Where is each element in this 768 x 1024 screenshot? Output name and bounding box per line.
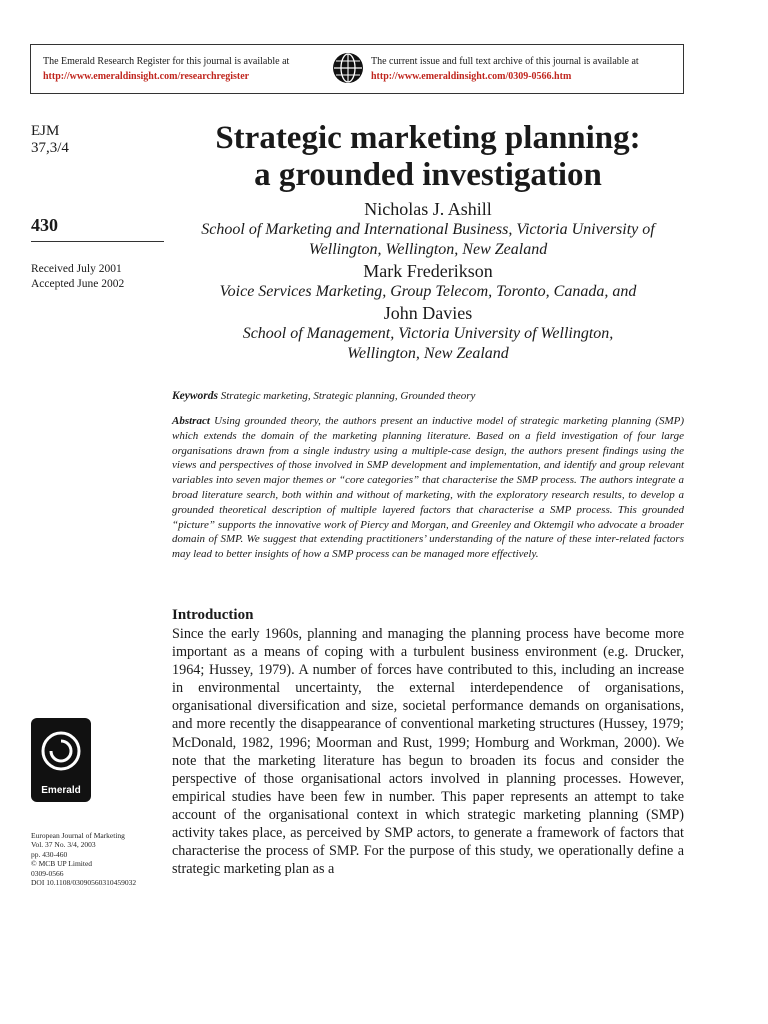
received-date: Received July 2001 xyxy=(31,263,122,275)
accepted-date: Accepted June 2002 xyxy=(31,278,125,290)
journal-abbr: EJM xyxy=(31,123,60,139)
register-text: The Emerald Research Register for this journal is available at xyxy=(43,56,290,67)
archive-text: The current issue and full text archive of this journal is available at xyxy=(371,56,639,67)
affiliation: Voice Services Marketing, Group Telecom, Toronto, Canada, and xyxy=(219,283,637,300)
dates xyxy=(31,262,124,292)
page-number: 430 xyxy=(31,215,58,235)
keywords-text: Strategic marketing, Strategic planning, Grounded theory xyxy=(220,390,476,402)
article-title xyxy=(168,120,688,194)
journal-info-line: European Journal of Marketing xyxy=(31,831,125,840)
keywords xyxy=(172,390,684,402)
abstract xyxy=(172,414,684,562)
globe-icon xyxy=(332,52,364,84)
affiliation: School of Marketing and International Business, Victoria University of xyxy=(201,221,655,238)
register-link[interactable]: http://www.emeraldinsight.com/researchregister xyxy=(43,71,250,82)
journal-info-line: DOI 10.1108/03090560310459032 xyxy=(31,878,137,888)
section-heading: Introduction xyxy=(172,607,254,623)
author-block xyxy=(168,198,688,364)
author-name: Mark Frederikson xyxy=(363,261,493,281)
journal-info xyxy=(31,831,136,887)
journal-citation xyxy=(31,123,69,157)
emerald-logo xyxy=(31,718,91,802)
title-line-2: a grounded investigation xyxy=(254,157,602,193)
page-number-rule xyxy=(31,241,164,242)
journal-info-line: pp. 430-460 xyxy=(31,849,68,859)
archive-link[interactable]: http://www.emeraldinsight.com/0309-0566.htm xyxy=(371,71,572,82)
logo-text: Emerald xyxy=(41,785,81,796)
title-line-1: Strategic marketing planning: xyxy=(215,120,641,156)
abstract-text: Using grounded theory, the authors present an inductive model of strategic marketing planning (SMP) which extends the domain of the marketing planning literature. Based on a field investigation of four large organisations drawn from a single industry using a multiple-case design, the authors present findings using the views and perspectives of those involved in SMP development and implementation, and identify and group relevant variables into seven major themes or “core categories” that characterise the SMP process. The authors integrate a broad literature search, both within and without of marketing, with the exploratory research results, to develop a grounded theoretical description of multiple layered factors that characterise a SMP process. This grounded “picture” supports the innovative work of Piercy and Morgan, and Greenley and Oktemgil who advocate a broader domain of SMP. We suggest that extending practitioners’ understanding of the nature of these inter-related factors may lead to better insights of how a SMP process can be managed more effectively. xyxy=(172,415,685,561)
author-name: Nicholas J. Ashill xyxy=(364,199,492,219)
affiliation: Wellington, Wellington, New Zealand xyxy=(308,241,548,258)
affiliation: School of Management, Victoria University of Wellington, xyxy=(242,325,614,342)
journal-volume: 37,3/4 xyxy=(31,140,69,156)
author-name: John Davies xyxy=(383,303,473,323)
journal-info-line: Vol. 37 No. 3/4, 2003 xyxy=(31,840,96,850)
journal-info-line: 0309-0566 xyxy=(31,868,64,878)
affiliation: Wellington, New Zealand xyxy=(347,345,509,362)
keywords-label: Keywords xyxy=(172,390,218,402)
abstract-label: Abstract xyxy=(172,415,210,427)
register-info xyxy=(43,54,289,84)
register-banner xyxy=(30,44,684,94)
archive-info xyxy=(371,54,639,84)
body-text: Since the early 1960s, planning and managing the planning process have become more important as a means of coping with a turbulent business environment (e.g. Drucker, 1964; Hussey, 1979). A number of forces have contributed to this, including an increase in environmental uncertainty, the external interdependence of organisations, organisational diversification and size, societal performance demands on organisations, and more recently the disappearance of conventional marketing structures (Hussey, 1979; McDonald, 1982, 1996; Moorman and Rust, 1999; Homburg and Workman, 2000). We note that the marketing literature has begun to broaden its focus and consider the perspective of those organisational actors involved in planning processes. However, empirical studies have been few in number. This paper represents an attempt to take account of the organisational context in which strategic marketing planning (SMP) activity takes place, as perceived by SMP actors, to generate a framework of factors that characterise the process of SMP. For the purpose of this study, we operationally define a strategic marketing plan as a xyxy=(172,626,684,878)
journal-info-line: © MCB UP Limited xyxy=(31,859,93,869)
